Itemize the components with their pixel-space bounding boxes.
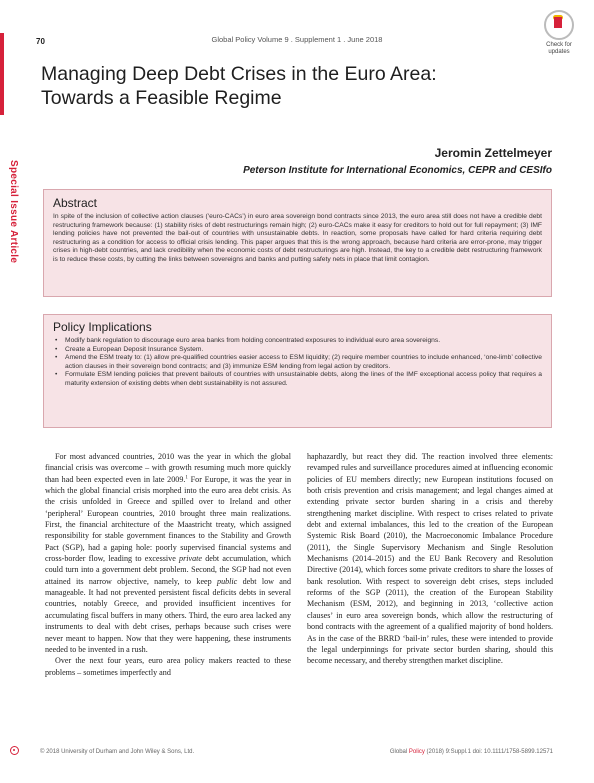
journal-name-global: Global <box>389 749 409 755</box>
policy-item: • Modify bank regulation to discourage euro area banks from holding concentrated exposures to individual euro area sovereigns. <box>55 337 441 344</box>
doi-citation[interactable]: (2018) 9:Suppl.1 doi: 10.1111/1758-5899.12571 <box>424 749 553 755</box>
bookmark-icon <box>544 10 574 40</box>
body-paragraph: Over the next four years, euro area policy makers reacted to these problems – sometimes imperfectly and <box>45 656 291 677</box>
badge-text-line2: updates <box>548 49 570 55</box>
badge-text-line1: Check for <box>546 42 572 48</box>
page-number: 70 <box>36 37 45 46</box>
bullet-icon: • <box>55 371 58 379</box>
article-title <box>41 62 551 110</box>
bullet-icon: • <box>55 337 58 344</box>
bullet-icon: • <box>55 354 58 362</box>
check-for-updates-badge[interactable] <box>536 10 582 60</box>
body-paragraph: For most advanced countries, 2010 was the year in which the global financial crisis was overcome – with growth resuming much more quickly than had been expected even in late 2009.$^1$ For Europe, it was the year in which the global financial crisis morphed into the euro area debt crisis. As the crisis unfolded in Greece and spilled over to Ireland and other ‘peripheral’ European countries, 2010 brought three main realizations. First, the financial architecture of the Maastricht treaty, which assigned responsibility for stable government finances to the Stability and Growth Pact (SGP), had a gaping hole: poorly supervised financial systems and cross-border flow, leading to excessive private debt accumulation, which could turn into a government debt problem. Second, the SGP had not even attained its narrow objective, namely, to keep public debt low and manageable. It had not prevented persistent fiscal deficits debts in several countries, notably Greece, and provided insufficient incentives for accumulating fiscal buffers in many others. Third, the euro area lacked any instruments to deal with debt crises, perhaps because such crises were never meant to happen. Now that they were happening, these instruments needed to be invented in a rush. <box>45 452 292 654</box>
footnote-marker[interactable]: 1 <box>185 475 188 480</box>
author-affiliation: Peterson Institute for International Economics, CEPR and CESIfo <box>243 165 552 176</box>
author-name: Jeromin Zettelmeyer <box>434 146 552 160</box>
title-line-2: Towards a Feasible Regime <box>41 87 282 109</box>
policy-item: • Formulate ESM lending policies that prevent bailouts of countries with unsustainable debts, along the lines of the IMF exceptional access policy that requires a maturity extension of existing debts when debt sustainability is not assured. <box>55 371 542 387</box>
accent-bar <box>0 33 4 115</box>
body-column-right <box>307 451 553 667</box>
abstract-text: In spite of the inclusion of collective action clauses (‘euro-CACs’) in euro area sovereign bond contracts since 2013, the euro area still does not have a credible debt restructuring framework because: (1) stability risks of debt restructurings remain high; (2) euro-CACs make it easy for creditors to hold out for full repayment; (3) IMF lending policies have not prevented the bail-out of countries with unsustainable debts. In reaction, some proposals have called for hard criteria requiring debt restructuring as a condition for access to official crisis lending. This paper argues that this is the wrong approach, because hard criteria are error-prone, may trigger crises in high-debt countries, and lack credibility when the economic costs of debt restructurings are high. Instead, the key to a credible debt restructuring framework is to reduce these costs, by cutting the links between sovereigns and banks and putting safety nets in place that limit contagion. <box>53 213 542 263</box>
publisher-logo-icon <box>10 746 19 755</box>
title-line-1: Managing Deep Debt Crises in the Euro Area: <box>41 63 437 85</box>
journal-name-policy: Policy <box>408 749 425 755</box>
copyright-notice: © 2018 University of Durham and John Wiley & Sons, Ltd. <box>40 749 195 755</box>
policy-implications-box <box>43 314 552 428</box>
section-label: Special Issue Article <box>8 160 19 264</box>
citation-footer <box>390 749 553 755</box>
policy-heading: Policy Implications <box>53 320 152 334</box>
policy-item: • Create a European Deposit Insurance System. <box>55 345 204 353</box>
running-head: Global Policy Volume 9 . Supplement 1 . June 2018 <box>211 35 383 44</box>
abstract-box <box>43 189 552 297</box>
bullet-icon: • <box>55 345 58 353</box>
body-column-left <box>45 451 291 678</box>
abstract-heading: Abstract <box>53 196 98 210</box>
policy-item: • Amend the ESM treaty to: (1) allow pre-qualified countries easier access to ESM liquidity; (2) require member countries to include enhanced, ‘one-limb’ collective action clauses in their sovereign bond contracts; and (3) immunize ESM lending from legal action by creditors. <box>55 354 542 370</box>
body-paragraph: haphazardly, but react they did. The reaction involved three elements: revamped rules and surveillance procedures aimed at influencing economic policies of EU members directly; new European institutions focused on both crisis prevention and crisis management; and legal changes aimed at extending private sector burden sharing in a crisis and thereby strengthening market discipline. With respect to crises related to private debt and external imbalances, this led to the creation of the European Systemic Risk Board (2010), the Macroeconomic Imbalance Procedure (2011), the Single Supervisory Mechanism and Single Resolution Mechanisms (2014–2015) and the EU Bank Recovery and Resolution Directive (2014), which forces some private creditors to share the losses of bank resolution. With respect to sovereign debt crises, steps included reforms of the SGP (2011), the creation of the European Stability Mechanism (ESM, 2012), and beginning in 2013, ‘collective action clauses’ in euro area sovereign bonds, which allow the restructuring of bond contracts with the agreement of a qualified majority of bond holders. As in the case of the BRRD ‘bail-in’ rules, these were intended to provide the legal underpinnings for private sector burden sharing, should this become necessary, and thereby strengthen market discipline. <box>307 452 553 666</box>
policy-list <box>53 337 542 389</box>
